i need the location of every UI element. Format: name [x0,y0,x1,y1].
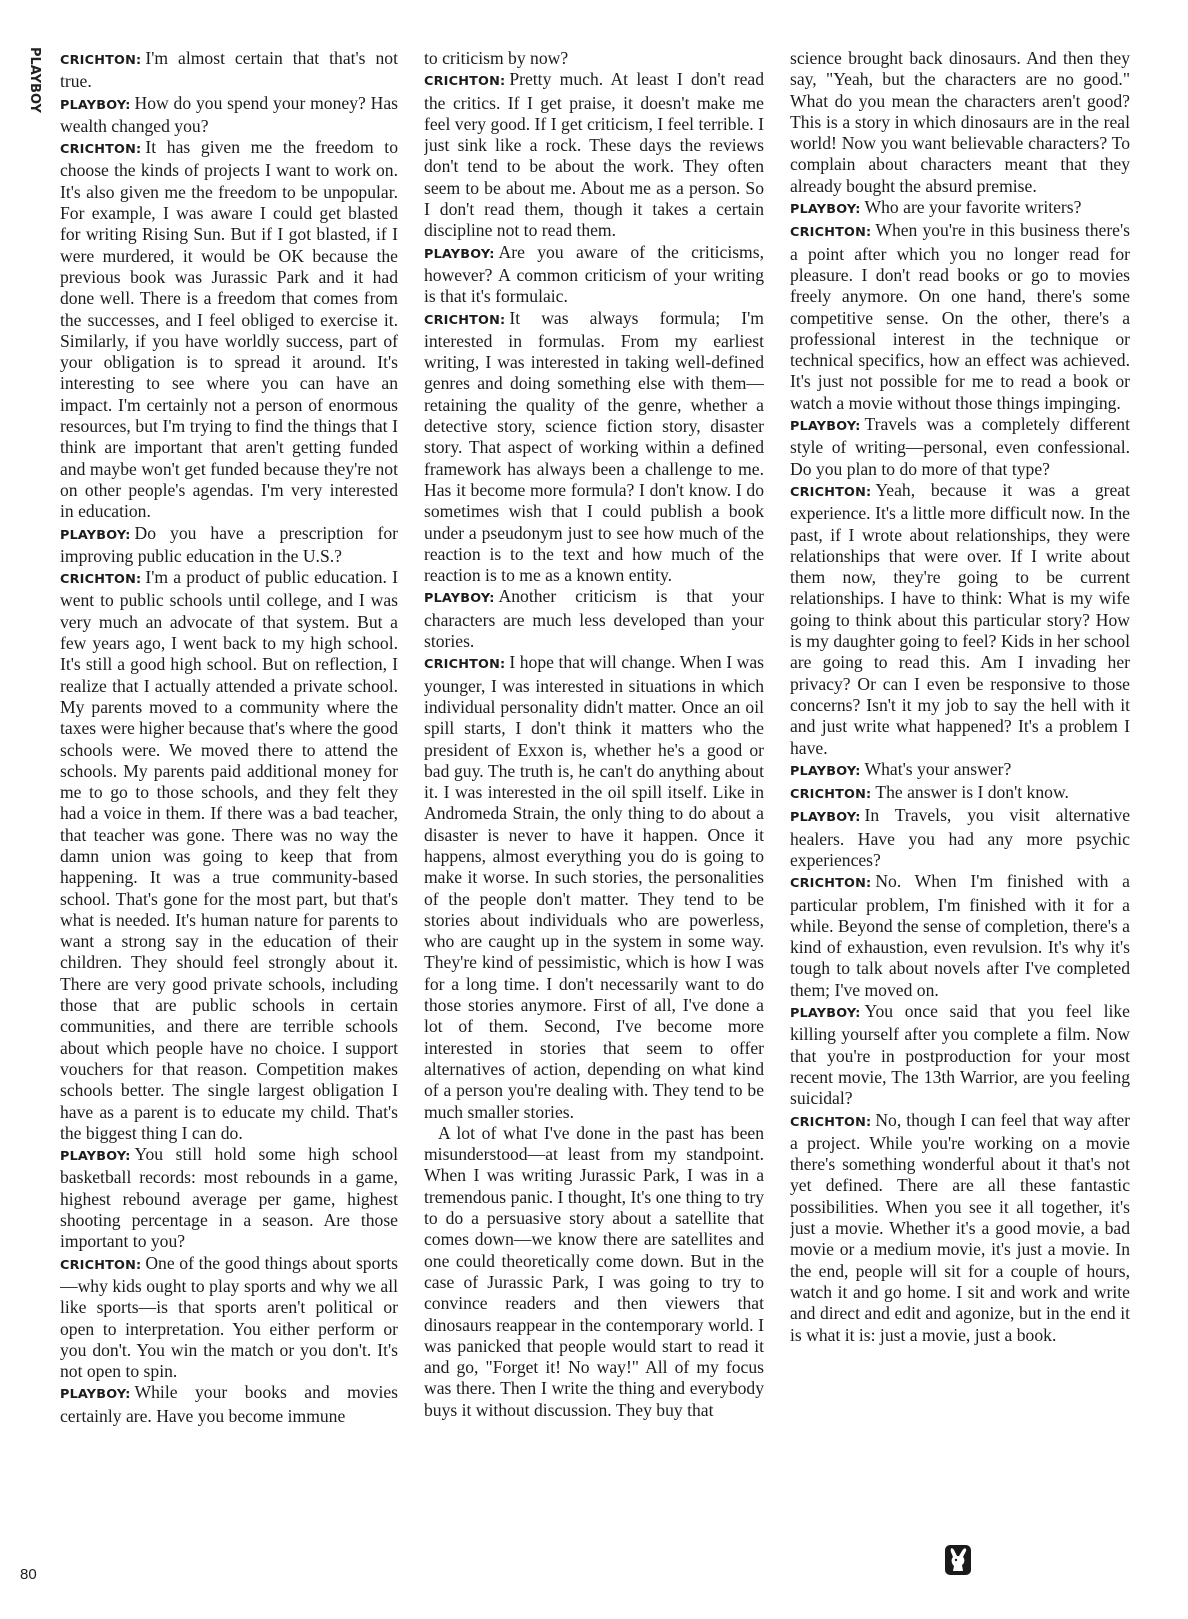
paragraph-text: A lot of what I've done in the past has been misunderstood—at least from my standpoint. When I was writing Jurassic Park, I was in a tremendous panic. I thought, It's one thing to try to do a persuasive story about a satellite that comes down—we know there are satellites and one could theoretically come down. But in the case of Jurassic Park, I was going to try to convince readers and then viewers that dinosaurs reappear in the contemporary world. I was panicked that people would start to read it and go, "Forget it! No way!" All of my focus was there. Then I write the thing and everybody buys it without discussion. They buy that [424,1122,764,1420]
speaker-label: PLAYBOY: [424,591,495,607]
speaker-label: PLAYBOY: [60,97,131,113]
speaker-label: PLAYBOY: [790,202,861,218]
paragraph-text: No. When I'm finished with a particular problem, I'm finished with it for a while. Beyond the sense of completion, there's a kind of exhaustion, even revulsion. It's why it's tough to talk about novels after I've completed them; I've moved on. [790,871,1130,1000]
paragraph-text: Another criticism is that your characters are much less developed than your stories. [424,586,764,652]
speaker-label: CRICHTON: [60,572,142,588]
paragraph [60,48,398,93]
paragraph-text: While your books and movies certainly are. Have you become immune [60,1382,398,1426]
paragraph-text: In Travels, you visit alternative healers. Have you had any more psychic experiences? [790,805,1130,870]
speaker-label: CRICHTON: [60,142,142,158]
paragraph [424,242,764,308]
paragraph [790,480,1130,759]
paragraph [790,220,1130,414]
paragraph-text: Yeah, because it was a great experience. It's a little more difficult now. In the past, if I wrote about relationships, they were relationships that were over. If I write about them now, they're going to be current relationships. I have to think: What is my wife going to think about this particular story? How is my daughter going to feel? Kids in her school are going to read this. Am I invading her privacy? Or can I even be responsive to those concerns? Isn't it my job to say the hell with it and just write what happened? It's a problem I have. [790,479,1130,758]
speaker-label: CRICHTON: [424,657,506,673]
paragraph [424,48,764,69]
paragraph-text: Who are your favorite writers? [864,197,1082,218]
paragraph-text: science brought back dinosaurs. And then they say, "Yeah, but the characters are no good." What do you mean the characters aren't good? This is a story in which dinosaurs are in the real world! Now you want believable characters? To complain about characters meant that they already bought the absurd premise. [790,48,1130,196]
paragraph-text: Pretty much. At least I don't read the critics. If I get praise, it doesn't make me feel very good. If I get criticism, I feel terrible. I just sink like a rock. These days the reviews don't tend to be about the work. They often seem to be about me. About me as a person. So I don't read them, though it takes a certain discipline not to read them. [424,69,764,241]
paragraph [790,782,1130,805]
paragraph [790,759,1130,782]
speaker-label: PLAYBOY: [790,1006,861,1022]
speaker-label: PLAYBOY: [790,810,861,826]
magazine-side-label [22,47,46,113]
paragraph-text: No, though I can feel that way after a project. While you're working on a movie there's something wonderful about it that's not yet defined. There are all these fantastic possibilities. When you see it all together, it's just a movie. Whether it's a good movie, a bad movie or a medium movie, it's just a movie. In the end, people will sit for a couple of hours, watch it and go home. I sit and work and write and direct and edit and agonize, but in the end it is what it is: just a movie, just a book. [790,1109,1130,1345]
paragraph [424,1123,764,1421]
paragraph-text: Are you aware of the criticisms, however? A common criticism of your writing is that it's formulaic. [424,241,764,307]
paragraph-text: Travels was a completely different style of writing—personal, even confessional. Do you plan to do more of that type? [790,414,1130,479]
text-column-1 [60,48,398,1588]
paragraph-text: What's your answer? [864,758,1012,779]
speaker-label: PLAYBOY: [790,763,861,779]
paragraph-text: You still hold some high school basketball records: most rebounds in a game, highest rebound average per game, highest shooting percentage in a season. Are those important to you? [60,1144,398,1252]
paragraph-text: I'm a product of public education. I went to public schools until college, and I was very much an advocate of that system. But a few years ago, I went back to my high school. It's still a good high school. But on reflection, I realize that I actually attended a private school. My parents moved to a community where the taxes were higher because that's where the good schools were. We moved there to attend the schools. My parents paid additional money for me to go to those schools, and they felt they had a voice in them. If there was a bad teacher, that teacher was gone. There was no way the damn union was going to keep that from happening. It was a true community-based school. That's gone for the most part, but that's what is needed. It's human nature for parents to want a strong say in the education of their children. They should feel strongly about it. There are very good private schools, including those that are public schools in certain communities, and there are terrible schools about which people have no choice. I support vouchers for that reason. Competition makes schools better. The single largest obligation I have as a parent is to educate my child. That's the biggest thing I can do. [60,567,398,1143]
text-column-3 [790,48,1130,1588]
paragraph [60,1382,398,1427]
paragraph [790,197,1130,220]
paragraph [424,69,764,241]
paragraph [60,523,398,568]
paragraph [424,652,764,1123]
paragraph [60,137,398,522]
speaker-label: PLAYBOY: [60,527,131,543]
paragraph [60,1253,398,1383]
paragraph [790,48,1130,197]
speaker-label: CRICHTON: [790,225,872,241]
paragraph [60,93,398,138]
paragraph [790,871,1130,1001]
paragraph [790,805,1130,871]
bunny-logo-icon [945,1545,971,1575]
speaker-label: PLAYBOY: [424,246,495,262]
speaker-label: PLAYBOY: [60,1149,131,1165]
paragraph [790,414,1130,480]
speaker-label: CRICHTON: [790,876,872,892]
paragraph-text: Do you have a prescription for improving public education in the U.S.? [60,522,398,566]
paragraph [60,567,398,1144]
paragraph-text: I'm almost certain that that's not true. [60,48,398,92]
magazine-name: PLAYBOY [27,47,42,113]
paragraph-text: to criticism by now? [424,48,569,68]
paragraph [60,1144,398,1252]
speaker-label: CRICHTON: [790,787,872,803]
speaker-label: CRICHTON: [790,484,872,500]
speaker-label: CRICHTON: [424,74,506,90]
speaker-label: CRICHTON: [790,1114,872,1130]
speaker-label: CRICHTON: [424,312,506,328]
speaker-label: CRICHTON: [60,1257,142,1273]
paragraph-text: It was always formula; I'm interested in formulas. From my earliest writing, I was interested in taking well-defined genres and doing something else with them—retaining the quality of the genre, whether a detective story, science fiction story, disaster story. That aspect of working within a defined framework has always been a challenge to me. Has it become more formula? I don't know. I do sometimes wish that I could publish a book under a pseudonym just to see how much of the reaction is to the text and how much of the reaction is to me as a known entity. [424,307,764,586]
paragraph [424,308,764,587]
paragraph-text: The answer is I don't know. [875,782,1069,803]
paragraph-text: When you're in this business there's a point after which you no longer read for pleasure. I don't read books or go to movies freely anymore. On one hand, there's some competitive sense. On the other, there's a professional interest in the technique or technical specifics, how an effect was achieved. It's just not possible for me to read a book or watch a movie without those things impinging. [790,220,1130,413]
paragraph [790,1110,1130,1346]
paragraph-text: One of the good things about sports—why kids ought to play sports and why we all like sports—is that sports aren't political or open to interpretation. You either perform or you don't. You win the match or you don't. It's not open to spin. [60,1252,398,1382]
paragraph-text: It has given me the freedom to choose the kinds of projects I want to work on. It's also given me the freedom to be unpopular. For example, I was aware I could get blasted for writing Rising Sun. But if I got blasted, if I were murdered, it would be OK because the previous book was Jurassic Park and it had done well. There is a freedom that comes from the successes, and I feel obliged to exercise it. Similarly, if you have worldly success, part of your obligation is to spread it around. It's interesting to see where you can have an impact. I'm certainly not a person of enormous resources, but I'm trying to find the things that I think are important that aren't getting funded and maybe won't get funded because they're not on other people's agendas. I'm very interested in education. [60,137,398,522]
speaker-label: PLAYBOY: [60,1387,131,1403]
paragraph [790,1001,1130,1109]
paragraph-text: You once said that you feel like killing yourself after you complete a film. Now that you're in postproduction for your most recent movie, The 13th Warrior, are you feeling suicidal? [790,1001,1130,1109]
paragraph [424,586,764,652]
page-number: 80 [20,1566,37,1583]
text-column-2 [424,48,764,1588]
speaker-label: PLAYBOY: [790,419,861,435]
speaker-label: CRICHTON: [60,53,142,68]
paragraph-text: How do you spend your money? Has wealth changed you? [60,92,398,136]
paragraph-text: I hope that will change. When I was younger, I was interested in situations in which individual personality didn't matter. Once an oil spill starts, I don't think it matters who the president of Exxon is, whether he's a good or bad guy. The truth is, he can't do anything about it. I was interested in the oil spill itself. Like in Andromeda Strain, the only thing to do about a disaster is never to have it happen. Once it happens, almost everything you do is going to make it worse. In such stories, the personalities of the people don't matter. They tend to be stories about individuals who are powerless, who are caught up in the system in some way. They're kind of pessimistic, which is how I was for a long time. I don't necessarily want to do those stories anymore. First of all, I've done a lot of them. Second, I've become more interested in stories that seem to offer alternatives of action, depending on what kind of a person you're dealing with. They tend to be much smaller stories. [424,652,764,1122]
